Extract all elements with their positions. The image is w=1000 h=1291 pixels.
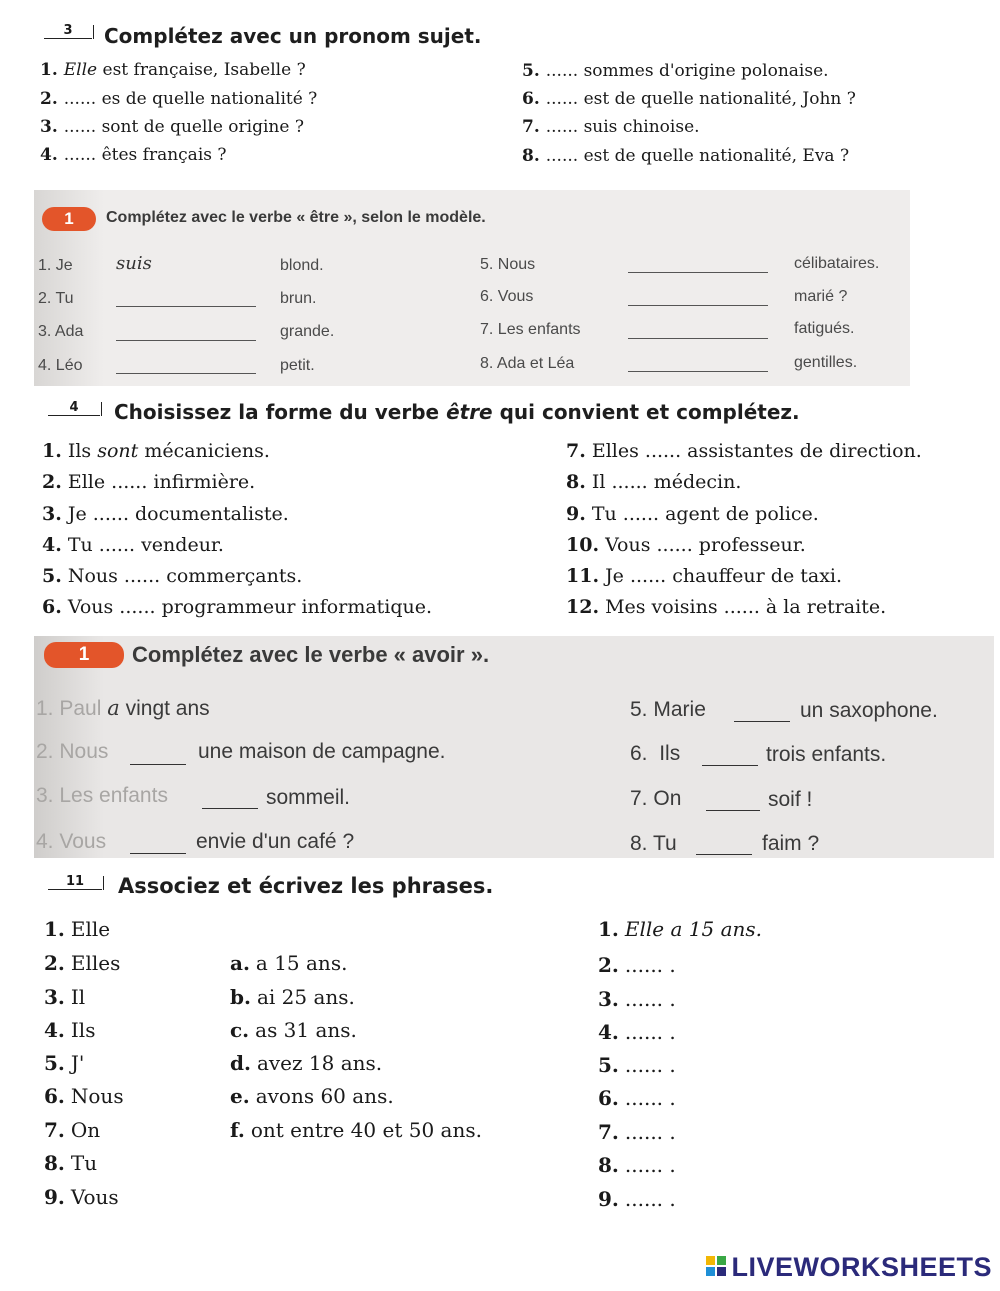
answer-line[interactable]: 6. ...... . xyxy=(598,1086,676,1110)
answer-blank[interactable] xyxy=(696,854,752,855)
list-item-end: un saxophone. xyxy=(800,699,938,722)
list-item: 4. Tu ...... vendeur. xyxy=(42,534,224,556)
list-item: 12. Mes voisins ...... à la retraite. xyxy=(566,596,887,618)
list-item: 5. Marie xyxy=(630,698,706,721)
answer-line[interactable]: 9. ...... . xyxy=(598,1187,676,1211)
list-item-end: fatigués. xyxy=(794,320,855,337)
list-item: 1. Paul a vingt ans xyxy=(36,696,210,720)
list-item: 4. Ils xyxy=(44,1018,96,1042)
list-item: c. as 31 ans. xyxy=(230,1018,357,1042)
exercise-number: 3 xyxy=(44,24,92,39)
list-item-end: marié ? xyxy=(794,288,848,305)
list-item: 3. Il xyxy=(44,985,86,1009)
list-item: 7. On xyxy=(44,1118,101,1142)
list-item: 6. Vous ...... programmeur informatique. xyxy=(42,596,433,618)
exercise-number: 4 xyxy=(48,401,100,416)
answer-blank[interactable] xyxy=(702,765,758,766)
list-item: 6. Nous xyxy=(44,1084,124,1108)
list-item: 3. Je ...... documentaliste. xyxy=(42,503,289,525)
list-item: 7. On xyxy=(630,787,682,810)
list-item: e. avons 60 ans. xyxy=(230,1084,394,1108)
list-item: 11. Je ...... chauffeur de taxi. xyxy=(566,565,843,587)
list-item: d. avez 18 ans. xyxy=(230,1051,383,1075)
answer-line[interactable]: 5. ...... . xyxy=(598,1053,676,1077)
exercise-badge: 1 xyxy=(44,642,124,668)
answer-blank[interactable] xyxy=(628,305,768,306)
answer-line[interactable]: 7. ...... . xyxy=(598,1120,676,1144)
answer-line[interactable]: 8. ...... . xyxy=(598,1153,676,1177)
liveworksheets-logo xyxy=(706,1252,992,1283)
list-item-end: trois enfants. xyxy=(766,743,887,766)
exercise-title: Associez et écrivez les phrases. xyxy=(118,874,494,898)
list-item-end: envie d'un café ? xyxy=(196,830,355,853)
list-item-end: petit. xyxy=(280,357,315,374)
answer-blank[interactable] xyxy=(130,853,186,854)
answer-line[interactable]: 4. ...... . xyxy=(598,1020,676,1044)
list-item-end: une maison de campagne. xyxy=(198,740,446,763)
list-item-end: sommeil. xyxy=(266,786,351,809)
exercise-number: 11 xyxy=(48,875,102,890)
exercise-title: Complétez avec le verbe « être », selon le modèle. xyxy=(106,209,486,226)
list-item: 1. Ils sont mécaniciens. xyxy=(42,440,270,462)
list-item: 1. Elle est française, Isabelle ? xyxy=(40,60,306,80)
list-item: 3. ...... sont de quelle origine ? xyxy=(40,117,304,137)
list-item-end: célibataires. xyxy=(794,255,880,272)
list-item: 6. ...... est de quelle nationalité, John ? xyxy=(522,89,856,109)
list-item: 4. ...... êtes français ? xyxy=(40,145,227,165)
list-item: 4. Vous xyxy=(36,830,107,853)
answer-blank[interactable] xyxy=(628,371,768,372)
answer-blank[interactable] xyxy=(628,338,768,339)
exercise-title: Complétez avec un pronom sujet. xyxy=(104,24,482,48)
list-item: 8. Tu xyxy=(44,1151,98,1175)
list-item: 7. Les enfants xyxy=(480,321,581,338)
answer-blank[interactable] xyxy=(130,764,186,765)
list-item: 5. Nous xyxy=(480,256,536,273)
list-item: 5. ...... sommes d'origine polonaise. xyxy=(522,61,829,81)
list-item: 3. Les enfants xyxy=(36,784,168,807)
list-item: 8. Il ...... médecin. xyxy=(566,471,742,493)
exercise-avoir xyxy=(34,636,994,858)
list-item: 8. Ada et Léa xyxy=(480,355,575,372)
list-item-end: blond. xyxy=(280,257,324,274)
answer-blank[interactable] xyxy=(202,808,258,809)
answer-blank[interactable] xyxy=(628,272,768,273)
list-item: 2. Tu xyxy=(38,290,74,307)
list-item: 6. Vous xyxy=(480,288,534,305)
list-item: 7. ...... suis chinoise. xyxy=(522,117,700,137)
list-item: 9. Vous xyxy=(44,1185,119,1209)
list-item: 1. Je xyxy=(38,257,73,274)
exercise-badge: 1 xyxy=(42,207,96,231)
list-item: 2. Elles xyxy=(44,951,121,975)
list-item: 10. Vous ...... professeur. xyxy=(566,534,806,556)
list-item-end: gentilles. xyxy=(794,354,858,371)
answer-line[interactable]: 3. ...... . xyxy=(598,987,676,1011)
list-item: f. ont entre 40 et 50 ans. xyxy=(230,1118,482,1142)
list-item-end: faim ? xyxy=(762,832,820,855)
list-item: 8. ...... est de quelle nationalité, Eva ? xyxy=(522,146,850,166)
answer-blank[interactable] xyxy=(116,373,256,374)
list-item: 2. ...... es de quelle nationalité ? xyxy=(40,89,318,109)
list-item: b. ai 25 ans. xyxy=(230,985,355,1009)
list-item-end: soif ! xyxy=(768,788,813,811)
list-item: 6. Ils xyxy=(630,742,681,765)
list-item-end: brun. xyxy=(280,290,317,307)
answer-blank[interactable] xyxy=(116,306,256,307)
exercise-etre xyxy=(34,190,910,386)
exercise-title: Complétez avec le verbe « avoir ». xyxy=(132,642,490,667)
exercise-title: Choisissez la forme du verbe être qui convient et complétez. xyxy=(114,400,800,424)
logo-text: LIVEWORKSHEETS xyxy=(731,1252,992,1282)
list-item: 7. Elles ...... assistantes de direction. xyxy=(566,440,922,462)
list-item: 5. Nous ...... commerçants. xyxy=(42,565,303,587)
answer-blank[interactable] xyxy=(734,721,790,722)
list-item: a. a 15 ans. xyxy=(230,951,348,975)
list-item: 3. Ada xyxy=(38,323,84,340)
list-item-end: grande. xyxy=(280,323,335,340)
answer-blank[interactable] xyxy=(116,340,256,341)
list-item: 4. Léo xyxy=(38,357,83,374)
list-item: 9. Tu ...... agent de police. xyxy=(566,503,819,525)
liveworksheets-icon xyxy=(706,1256,728,1278)
list-item: 5. J' xyxy=(44,1051,85,1075)
model-answer: suis xyxy=(116,253,152,274)
answer-blank[interactable] xyxy=(706,810,760,811)
answer-line[interactable]: 2. ...... . xyxy=(598,953,676,977)
answer-model: 1. Elle a 15 ans. xyxy=(598,917,762,941)
list-item: 8. Tu xyxy=(630,832,677,855)
list-item: 1. Elle xyxy=(44,917,111,941)
list-item: 2. Nous xyxy=(36,740,109,763)
list-item: 2. Elle ...... infirmière. xyxy=(42,471,256,493)
